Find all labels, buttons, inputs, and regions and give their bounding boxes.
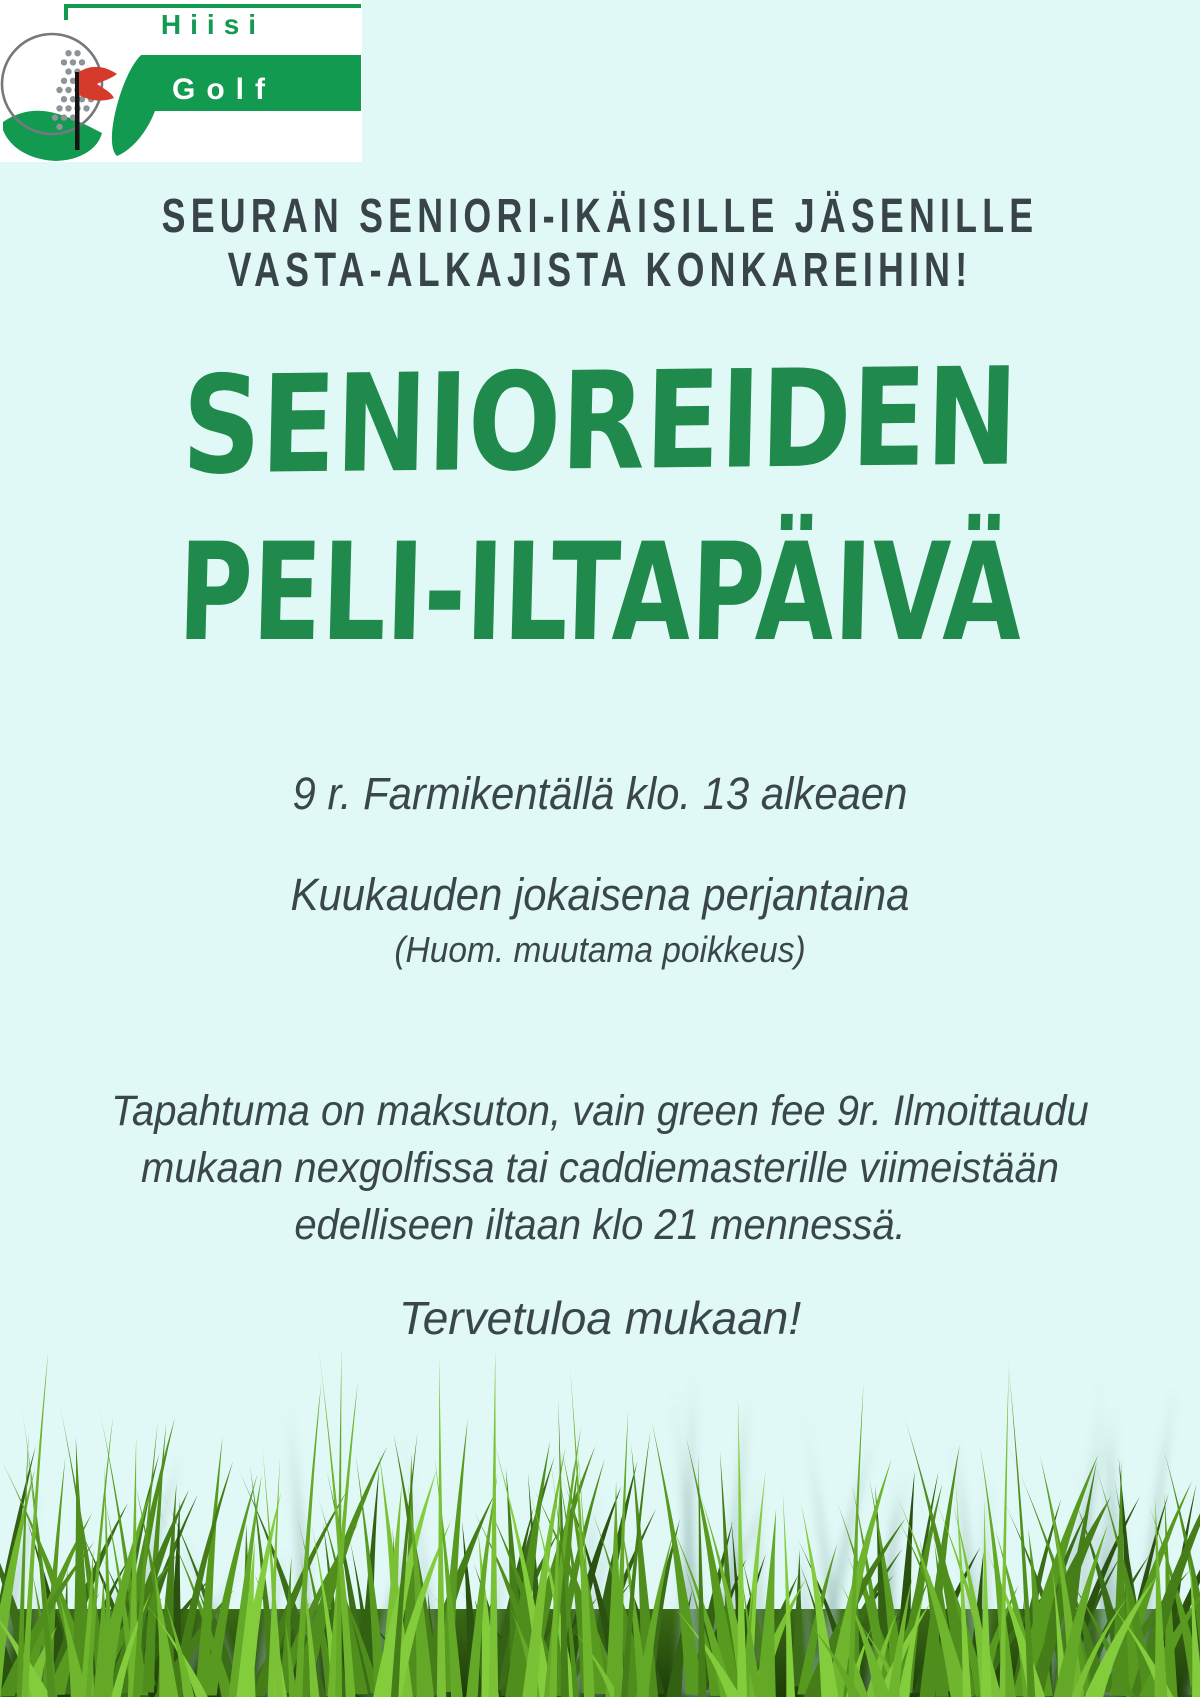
info-paragraph [42,1083,1158,1254]
exception-note: (Huom. muutama poikkeus) [394,929,806,970]
title-line-1: SENIOREIDEN [180,338,1020,505]
info-line-3: edelliseen iltaan klo 21 mennessä. [294,1201,906,1249]
brand-name-golf: Golf [172,73,276,106]
brand-name-hiisi: Hiisi [160,9,266,40]
flag-pole [75,72,80,150]
event-title [0,338,1200,505]
golf-ball-icon [2,34,117,161]
info-line-2: mukaan nexgolfissa tai caddiemasterille viimeistään [141,1144,1059,1192]
title-line-2: PELI-ILTAPÄIVÄ [176,514,1024,671]
headline-line-2: VASTA-ALKAJISTA KONKAREIHIN! [227,244,973,297]
grass-illustration [0,1341,1200,1697]
headline-line-1: SEURAN SENIORI-IKÄISILLE JÄSENILLE [161,190,1039,243]
headline [0,190,1200,298]
info-line-1: Tapahtuma on maksuton, vain green fee 9r. Ilmoittaudu [111,1087,1089,1135]
event-title-line2 [0,514,1200,671]
logo-panel [0,0,362,162]
welcome-text: Tervetuloa mukaan! [398,1292,802,1344]
grass-image [0,1341,1200,1697]
hiisi-golf-logo [0,0,362,166]
schedule-text: 9 r. Farmikentällä klo. 13 alkeaen [292,768,908,819]
frequency-text: Kuukauden jokaisena perjantaina [290,869,910,920]
